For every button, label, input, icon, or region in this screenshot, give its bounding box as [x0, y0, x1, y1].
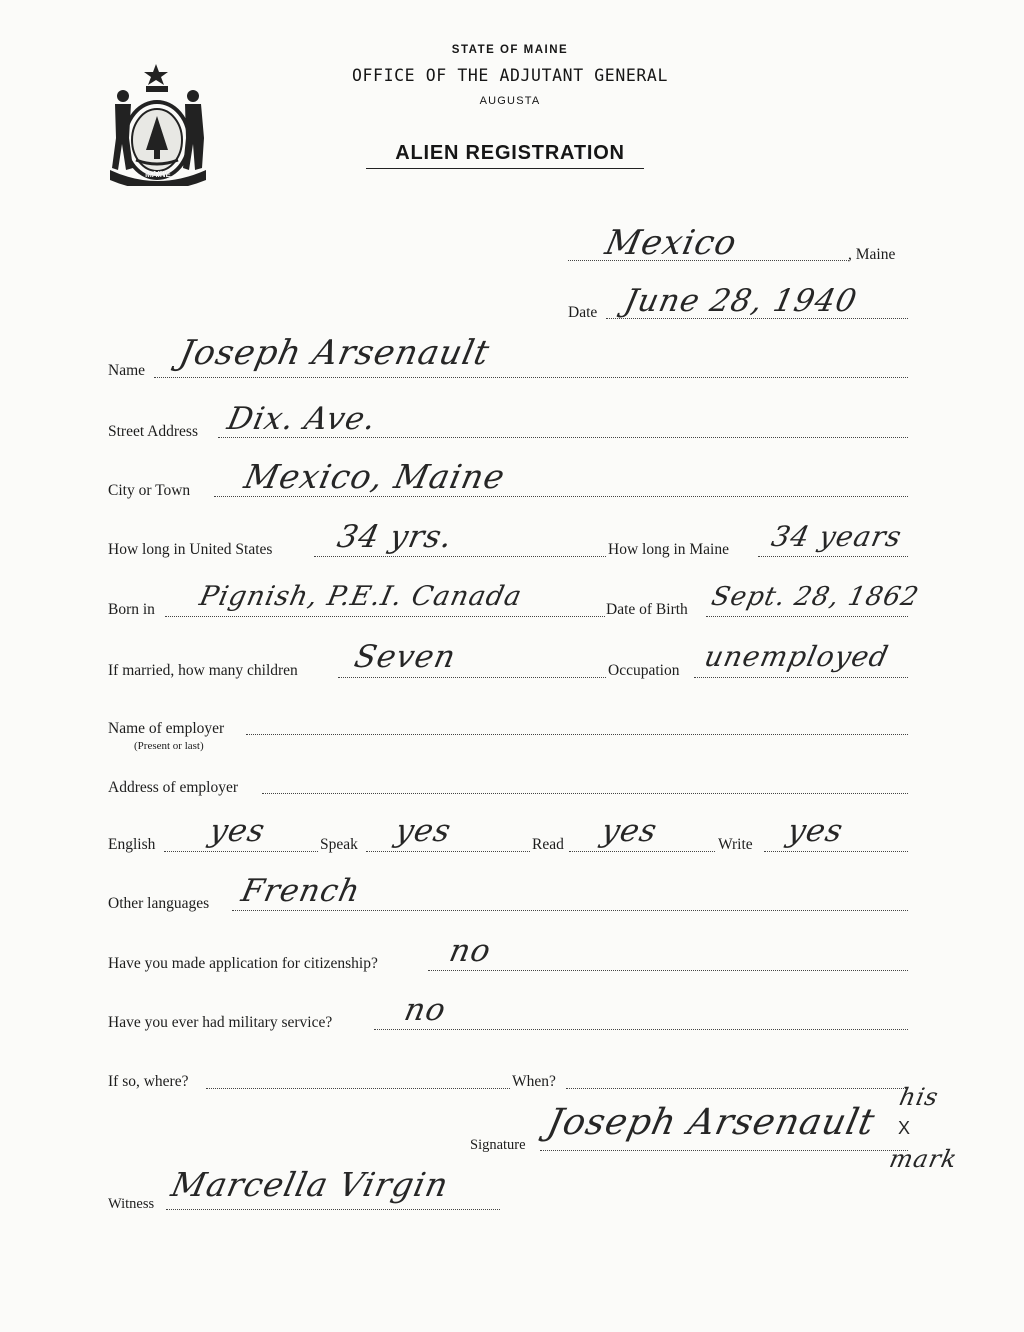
- other-languages-value: French: [238, 873, 364, 909]
- children-line: [338, 677, 606, 678]
- how-long-us-label: How long in United States: [108, 541, 273, 558]
- born-in-label: Born in: [108, 601, 155, 618]
- read-line: [569, 851, 715, 852]
- witness-value: Marcella Virgin: [167, 1165, 453, 1204]
- name-line: [154, 377, 908, 378]
- how-long-maine-label: How long in Maine: [608, 541, 729, 558]
- military-label: Have you ever had military service?: [108, 1014, 333, 1031]
- form-title: ALIEN REGISTRATION: [395, 142, 625, 164]
- speak-line: [366, 851, 530, 852]
- how-long-us-line: [314, 556, 606, 557]
- born-in-value: Pignish, P.E.I. Canada: [196, 581, 525, 612]
- street-label: Street Address: [108, 423, 198, 440]
- city-line: [214, 496, 908, 497]
- speak-label: Speak: [320, 836, 358, 853]
- where-label: If so, where?: [108, 1073, 189, 1090]
- signature-mark-his: his: [897, 1083, 942, 1111]
- when-label: When?: [512, 1073, 556, 1090]
- employer-name-line: [246, 734, 908, 735]
- town-value: Mexico: [601, 223, 741, 263]
- signature-label: Signature: [470, 1137, 526, 1153]
- read-value: yes: [598, 813, 661, 849]
- other-languages-label: Other languages: [108, 895, 210, 912]
- date-of-birth-line: [706, 616, 908, 617]
- born-in-line: [165, 616, 605, 617]
- header-state: STATE OF MAINE: [451, 44, 569, 56]
- street-line: [218, 437, 908, 438]
- write-value: yes: [784, 813, 847, 849]
- date-label: Date: [568, 304, 598, 321]
- title-underline: [366, 168, 644, 169]
- occupation-value: unemployed: [701, 640, 892, 673]
- read-label: Read: [532, 836, 564, 853]
- english-value: yes: [206, 813, 269, 849]
- how-long-maine-line: [758, 556, 908, 557]
- state-seal: [106, 58, 224, 186]
- other-languages-line: [232, 910, 908, 911]
- children-value: Seven: [351, 639, 460, 675]
- signature-value: Joseph Arsenault: [543, 1102, 879, 1143]
- signature-mark-mark: mark: [887, 1145, 961, 1173]
- occupation-label: Occupation: [608, 662, 680, 679]
- when-line: [566, 1088, 908, 1089]
- write-line: [764, 851, 908, 852]
- where-line: [206, 1088, 510, 1089]
- english-label: English: [108, 836, 156, 853]
- date-value: June 28, 1940: [621, 283, 861, 319]
- citizenship-value: no: [446, 933, 495, 969]
- how-long-maine-value: 34 years: [768, 520, 905, 553]
- signature-mark-x: X: [898, 1118, 911, 1138]
- employer-address-label: Address of employer: [108, 779, 238, 796]
- header-city: AUGUSTA: [479, 95, 541, 107]
- employer-name-label: Name of employer: [108, 720, 225, 737]
- date-of-birth-label: Date of Birth: [606, 601, 688, 618]
- date-of-birth-value: Sept. 28, 1862: [708, 582, 922, 612]
- signature-line: [540, 1150, 908, 1151]
- citizenship-line: [428, 970, 908, 971]
- witness-line: [166, 1209, 500, 1210]
- english-line: [164, 851, 318, 852]
- how-long-us-value: 34 yrs.: [334, 519, 457, 555]
- maine-label: , Maine: [848, 246, 896, 263]
- speak-value: yes: [392, 813, 455, 849]
- name-label: Name: [108, 362, 146, 379]
- employer-address-line: [262, 793, 908, 794]
- street-value: Dix. Ave.: [224, 401, 380, 437]
- occupation-line: [694, 677, 908, 678]
- military-value: no: [401, 992, 450, 1028]
- city-label: City or Town: [108, 482, 191, 499]
- write-label: Write: [718, 836, 753, 853]
- employer-note: (Present or last): [134, 740, 204, 752]
- header-office: OFFICE OF THE ADJUTANT GENERAL: [351, 66, 668, 85]
- name-value: Joseph Arsenault: [175, 333, 494, 373]
- city-value: Mexico, Maine: [240, 457, 509, 496]
- military-line: [374, 1029, 908, 1030]
- citizenship-label: Have you made application for citizenship?: [108, 955, 378, 972]
- witness-label: Witness: [108, 1196, 155, 1212]
- seal-text: MAINE: [145, 170, 171, 179]
- children-label: If married, how many children: [108, 662, 298, 679]
